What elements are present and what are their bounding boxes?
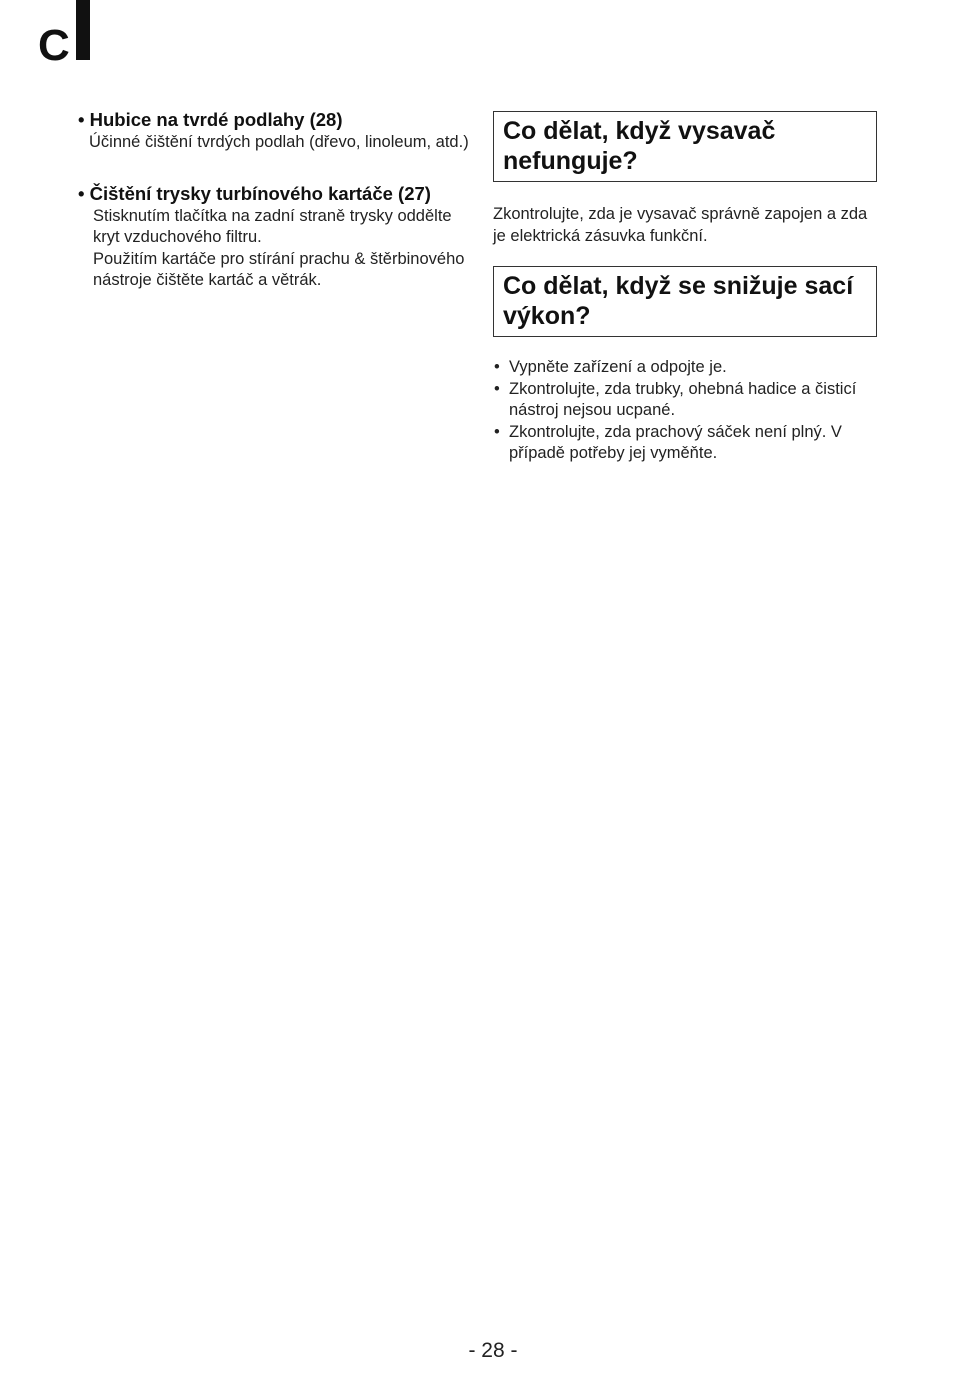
item-title: • Čištění trysky turbínového kartáče (27) bbox=[78, 182, 431, 204]
turbo-brush-cleaning-item bbox=[78, 182, 478, 292]
hard-floor-nozzle-item bbox=[78, 108, 478, 154]
left-column bbox=[78, 108, 478, 320]
item-title: • Hubice na tvrdé podlahy (28) bbox=[78, 109, 343, 130]
list-item: • Vypněte zařízení a odpojte je. bbox=[493, 357, 877, 379]
section-heading-suction-power: Co dělat, když se snižuje sací výkon? bbox=[493, 266, 877, 337]
language-marker: C bbox=[38, 21, 70, 70]
section-text-not-working: Zkontrolujte, zda je vysavač správně zapojen a zda je elektrická zásuvka funkční. bbox=[493, 205, 868, 245]
right-column bbox=[493, 111, 877, 465]
list-item: • Zkontrolujte, zda trubky, ohebná hadice a čisticí nástroj nejsou ucpané. bbox=[493, 379, 877, 422]
item-paragraph: Stisknutím tlačítka na zadní straně trysky oddělte kryt vzduchového filtru. bbox=[93, 206, 452, 246]
item-body bbox=[78, 206, 478, 292]
section-heading-not-working: Co dělat, když vysavač nefunguje? bbox=[493, 111, 877, 182]
suction-checklist bbox=[493, 357, 877, 465]
list-item: • Zkontrolujte, zda prachový sáček není plný. V případě potřeby jej vyměňte. bbox=[493, 422, 877, 465]
page-number: - 28 - bbox=[468, 1339, 518, 1362]
item-paragraph: Použitím kartáče pro stírání prachu & štěrbinového nástroje čištěte kartáč a větrák. bbox=[93, 249, 465, 289]
item-paragraph: Účinné čištění tvrdých podlah (dřevo, linoleum, atd.) bbox=[89, 133, 469, 151]
language-marker-bar bbox=[76, 0, 90, 60]
item-body bbox=[78, 132, 478, 154]
